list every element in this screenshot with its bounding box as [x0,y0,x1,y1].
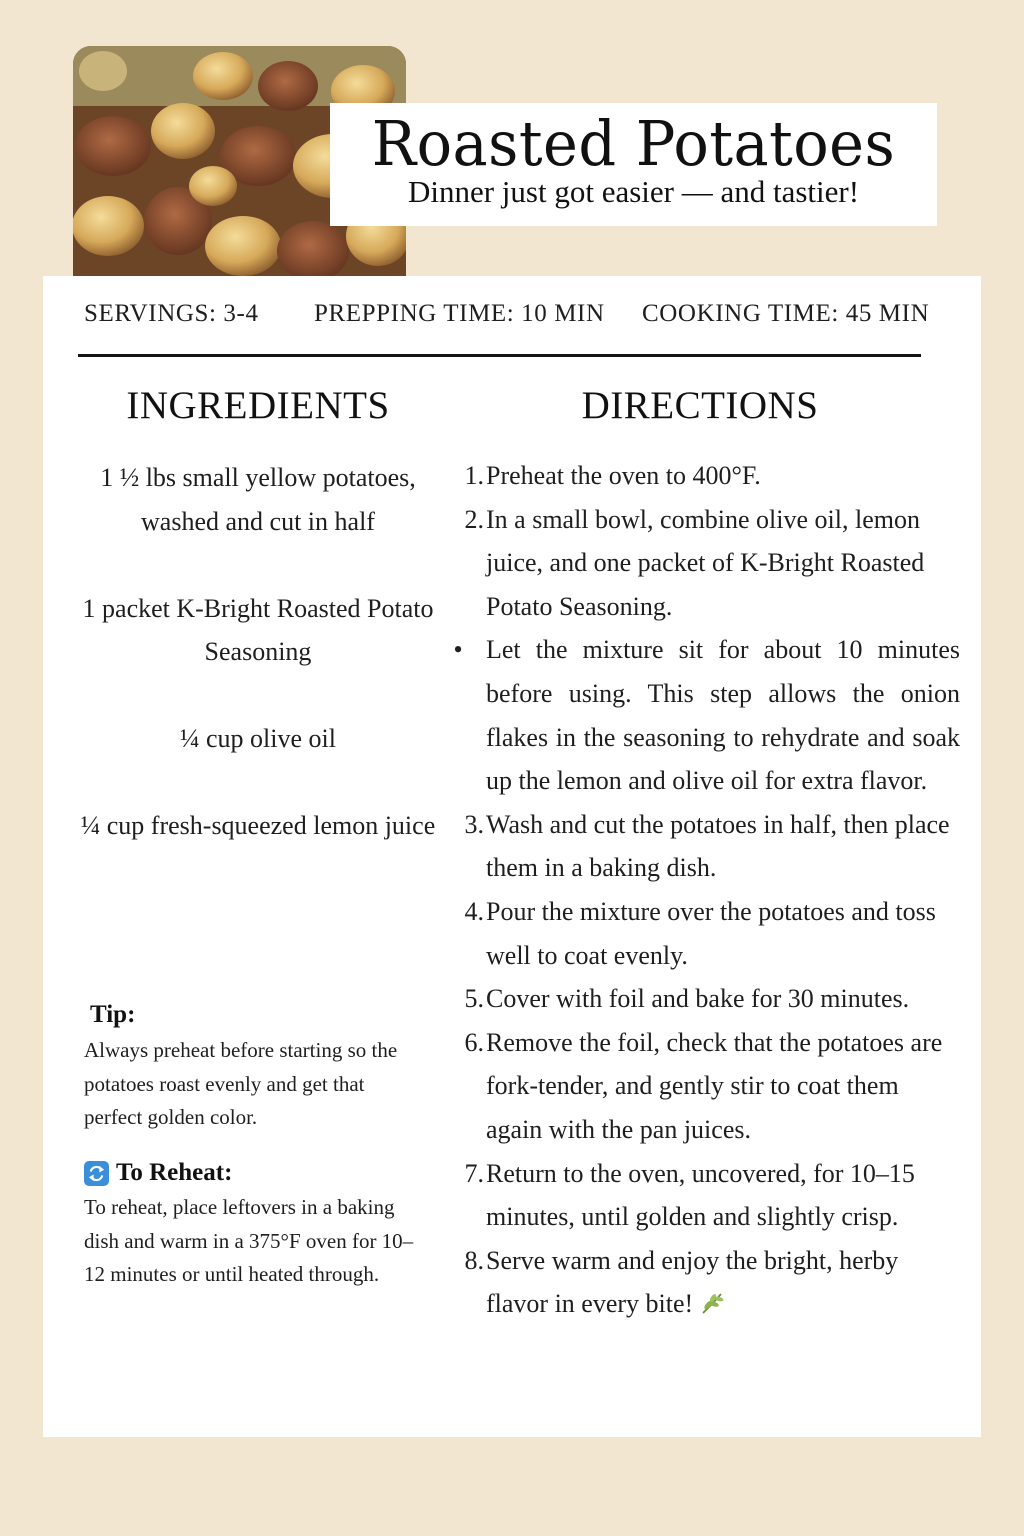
tip-text: Always preheat before starting so the potatoes roast evenly and get that perfect golden color. [84,1038,398,1130]
step-text: Pour the mixture over the potatoes and toss well to coat evenly. [486,896,936,970]
step-text: In a small bowl, combine olive oil, lemon juice, and one packet of K-Bright Roasted Potato Seasoning. [486,504,925,621]
cook-time-label: COOKING TIME: 45 MIN [642,300,930,327]
step-number: 6. [464,1027,484,1057]
step-text: Remove the foil, check that the potatoes are fork-tender, and gently stir to coat them again with the pan juices. [486,1027,943,1144]
direction-step [450,890,960,977]
ingredients-heading: INGREDIENTS [126,384,390,427]
direction-step [450,1152,960,1239]
direction-step [450,1239,960,1329]
step-number: 1. [464,461,484,490]
step-text: Preheat the oven to 400°F. [486,461,761,490]
ingredients-list [78,456,438,891]
step-text: Wash and cut the potatoes in half, then place them in a baking dish. [486,809,950,883]
tip-title: Tip: [90,1001,136,1028]
servings-label: SERVINGS: 3-4 [84,300,259,327]
directions-heading: DIRECTIONS [581,384,819,427]
step-number: 8. [464,1245,484,1275]
prep-time-label: PREPPING TIME: 10 MIN [314,300,605,327]
directions-list [450,454,960,1329]
repeat-icon [84,1161,109,1186]
direction-step [450,498,960,629]
direction-step [450,1021,960,1152]
recipe-title: Roasted Potatoes [371,107,896,180]
divider [78,354,921,357]
direction-note [450,628,960,802]
title-box [330,103,937,226]
bullet-marker: • [453,635,463,665]
step-text: Let the mixture sit for about 10 minutes before using. This step allows the onion flakes in the seasoning to rehydrate and soak up the lemon and olive oil for extra flavor. [486,635,960,796]
herb-icon [699,1285,725,1329]
ingredient-item: 1 ½ lbs small yellow potatoes, washed and cut in half [100,463,416,536]
step-number: 4. [464,896,484,926]
step-number: 5. [464,984,484,1014]
step-number: 2. [464,504,484,534]
ingredient-item: 1 packet K-Bright Roasted Potato Seasoning [82,593,434,666]
reheat-title-row [84,1154,232,1192]
reheat-title: To Reheat: [116,1159,233,1186]
ingredient-item: ¼ cup fresh-squeezed lemon juice [80,811,436,840]
direction-step [450,803,960,890]
step-text-wrap [486,1239,960,1329]
ingredient-item: ¼ cup olive oil [180,724,336,753]
direction-step [450,454,960,498]
step-text: Cover with foil and bake for 30 minutes. [486,984,910,1014]
step-text: Return to the oven, uncovered, for 10–15 minutes, until golden and slightly crisp. [486,1158,915,1232]
step-number: 7. [464,1158,484,1188]
step-text: Serve warm and enjoy the bright, herby flavor in every bite! [486,1245,899,1319]
step-number: 3. [464,809,484,839]
direction-step [450,977,960,1021]
recipe-subtitle: Dinner just got easier — and tastier! [407,174,860,209]
reheat-text: To reheat, place leftovers in a baking dish and warm in a 375°F oven for 10–12 minutes or until heated through. [84,1195,414,1287]
